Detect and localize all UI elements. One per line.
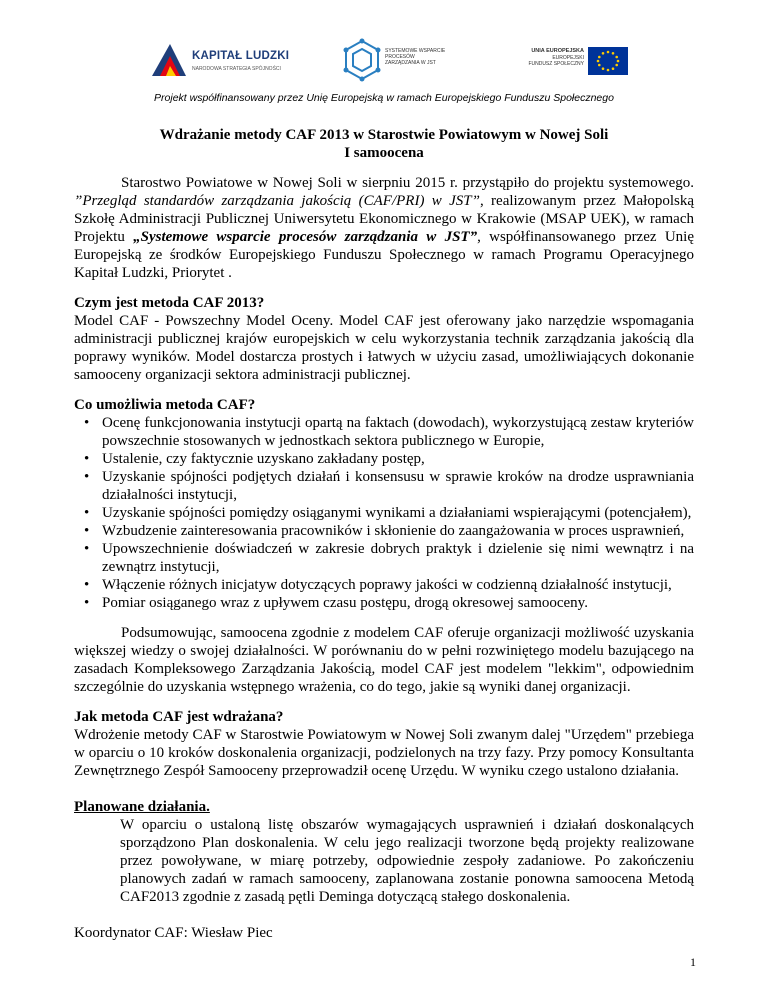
section-heading-planned-actions: Planowane działania. <box>74 799 210 815</box>
benefits-list <box>74 414 694 612</box>
intro-project-name: „Systemowe wsparcie procesów zarządzania w JST” <box>133 229 478 245</box>
kapital-ludzki-emblem-icon <box>150 42 188 78</box>
title-line-1: Wdrażanie metody CAF 2013 w Starostwie Powiatowym w Nowej Soli <box>159 127 609 143</box>
eu-title: UNIA EUROPEJSKA <box>531 48 584 54</box>
summary-paragraph: Podsumowując, samoocena zgodnie z modelem CAF oferuje organizacji możliwość uzyskania większej wiedzy o swojej działalności. W porównaniu do w pełni rozwiniętego modelu bazującego na zasadach Kompleksowego Zarządzania Jakością, model CAF jest modelem "lekkim", odpowiednim szczególnie do uzyskania wstępnego wrażenia, co do tego, jakie są wyniki danej organizacji. <box>74 625 694 695</box>
title-line-2: I samoocena <box>344 145 424 161</box>
intro-paragraph <box>74 174 694 282</box>
section-heading-how-implemented: Jak metoda CAF jest wdrażana? <box>74 709 284 725</box>
list-item: • Włączenie różnych inicjatyw dotyczących poprawy jakości w codzienną działalność instytucji, <box>102 576 694 594</box>
list-item: • Pomiar osiąganego wraz z upływem czasu postępu, drogą okresowej samooceny. <box>102 594 694 612</box>
list-item: • Ocenę funkcjonowania instytucji opartą na faktach (dowodach), wykorzystującą zestaw kryteriów powszechnie stosowanych w jednostkach sektora publicznego w Europie, <box>102 414 694 450</box>
document-body <box>74 174 694 942</box>
sys-line-1: SYSTEMOWE WSPARCIE <box>385 48 446 54</box>
sys-line-3: ZARZĄDZANIA W JST <box>385 60 436 66</box>
kapital-ludzki-sub: NARODOWA STRATEGIA SPÓJNOŚCI <box>192 66 281 72</box>
header-logos <box>0 38 768 88</box>
section-heading-what-enables: Co umożliwia metoda CAF? <box>74 397 256 413</box>
header-note: Projekt współfinansowany przez Unię Europejską w ramach Europejskiego Funduszu Społecznego <box>154 92 614 104</box>
eu-line-2: FUNDUSZ SPOŁECZNY <box>528 61 584 67</box>
hexagon-network-icon <box>342 38 382 82</box>
document-title <box>0 126 768 162</box>
kapital-ludzki-logo <box>150 42 290 80</box>
coordinator-line: Koordynator CAF: Wiesław Piec <box>74 925 273 941</box>
kapital-ludzki-name: KAPITAŁ LUDZKI <box>192 50 290 62</box>
systemowe-wsparcie-text <box>385 48 445 66</box>
intro-part3: , współfinansowanego przez Unię Europejską ze środków Europejskiego Funduszu Społecznego w ramach Programu Operacyjnego Kapitał Ludzki, Priorytet . <box>74 229 694 281</box>
intro-part1: Starostwo Powiatowe w Nowej Soli w sierpniu 2015 r. przystąpiło do projektu systemowego. <box>121 175 694 191</box>
eu-text <box>510 48 584 68</box>
section-text-how-implemented: Wdrożenie metody CAF w Starostwie Powiatowym w Nowej Soli zwanym dalej "Urzędem" przebiega w oparciu o 10 kroków doskonalenia organizacji, podzielonych na trzy fazy. Przy pomocy Konsultanta Zewnętrznego Zespół Samooceny przeprowadził ocenę Urzędu. W wyniku czego ustalono działania. <box>74 727 694 779</box>
eu-line-1: EUROPEJSKI <box>552 54 584 61</box>
list-item: • Uzyskanie spójności podjętych działań i konsensusu w sprawie kroków na drodze usprawniania działalności instytucji, <box>102 468 694 504</box>
systemowe-wsparcie-logo <box>342 38 462 86</box>
sys-line-2: PROCESÓW <box>385 54 415 60</box>
intro-part2: , realizowanym przez Małopolską Szkołę Administracji Publicznej Uniwersytetu Ekonomicznego w Krakowie (MSAP UEK), w ramach Projektu <box>74 193 694 245</box>
page-number: 1 <box>690 955 696 969</box>
list-item: • Uzyskanie spójności pomiędzy osiąganymi wynikami a działaniami wspierającymi (potencjałem), <box>102 504 694 522</box>
section-heading-what-is-caf: Czym jest metoda CAF 2013? <box>74 295 265 311</box>
list-item: • Wzbudzenie zainteresowania pracowników i skłonienie do zaangażowania w proces usprawnień, <box>102 522 694 540</box>
list-item: • Upowszechnienie doświadczeń w zakresie dobrych praktyk i dzielenie się nimi wewnątrz i na zewnątrz instytucji, <box>102 540 694 576</box>
intro-italic: ”Przegląd standardów zarządzania jakością (CAF/PRI) w JST” <box>74 193 480 209</box>
section-text-what-is-caf: Model CAF - Powszechny Model Oceny. Model CAF jest oferowany jako narzędzie wspomagania administracji publicznej krajów europejskich w celu wykorzystania technik zarządzania jakością dla poprawy wyników. Model dostarcza prostych i łatwych w użyciu zasad, umożliwiających dokonanie samooceny organizacji sektora administracji publicznej. <box>74 313 694 383</box>
eu-logo <box>510 44 620 84</box>
section-text-planned-actions: W oparciu o ustaloną listę obszarów wymagających usprawnień i działań doskonalących sporządzono Plan doskonalenia. W celu jego realizacji tworzone będą projekty realizowane przez powoływane, w miarę potrzeby, odpowiednie zespoły zadaniowe. Po zakończeniu planowych zadań w ramach samooceny, zaplanowana zostanie ponowna samoocena Metodą CAF2013 zgodnie z zasadą pętli Deminga dotyczącą stałego doskonalenia. <box>120 817 694 905</box>
list-item: • Ustalenie, czy faktycznie uzyskano zakładany postęp, <box>102 450 694 468</box>
eu-flag-icon <box>588 47 628 75</box>
